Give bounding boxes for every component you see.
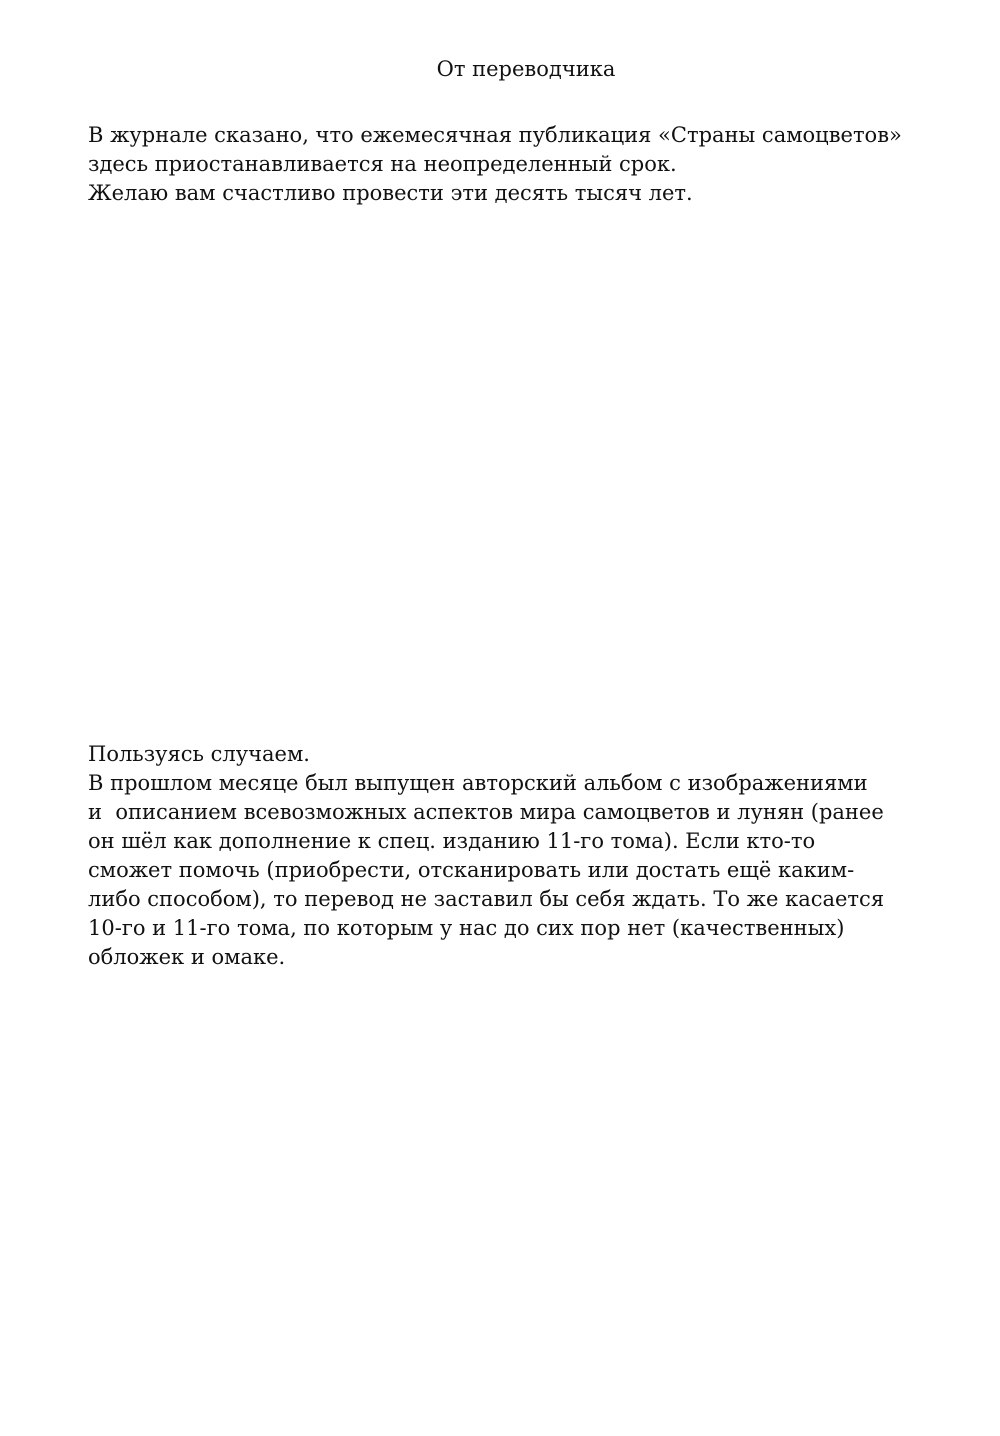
request-line: Пользуясь случаем. bbox=[88, 742, 310, 766]
note-line: здесь приостанавливается на неопределенный срок. bbox=[88, 152, 677, 176]
request-line: либо способом), то перевод не заставил бы себя ждать. То же касается bbox=[88, 887, 885, 911]
request-line: 10-го и 11-го тома, по которым у нас до сих пор нет (качественных) bbox=[88, 916, 845, 940]
note-line: В журнале сказано, что ежемесячная публикация «Страны самоцветов» bbox=[88, 123, 902, 147]
request-line: сможет помочь (приобрести, отсканировать или достать ещё каким- bbox=[88, 858, 855, 882]
note-line: Желаю вам счастливо провести эти десять тысяч лет. bbox=[88, 181, 693, 205]
page-title: От переводчика bbox=[436, 57, 616, 81]
translator-note bbox=[88, 121, 968, 208]
translator-request bbox=[88, 740, 968, 972]
request-line: обложек и омаке. bbox=[88, 945, 286, 969]
request-line: он шёл как дополнение к спец. изданию 11-го тома). Если кто-то bbox=[88, 829, 816, 853]
request-line: В прошлом месяце был выпущен авторский альбом с изображениями bbox=[88, 771, 868, 795]
request-line: и описанием всевозможных аспектов мира самоцветов и лунян (ранее bbox=[88, 800, 884, 824]
